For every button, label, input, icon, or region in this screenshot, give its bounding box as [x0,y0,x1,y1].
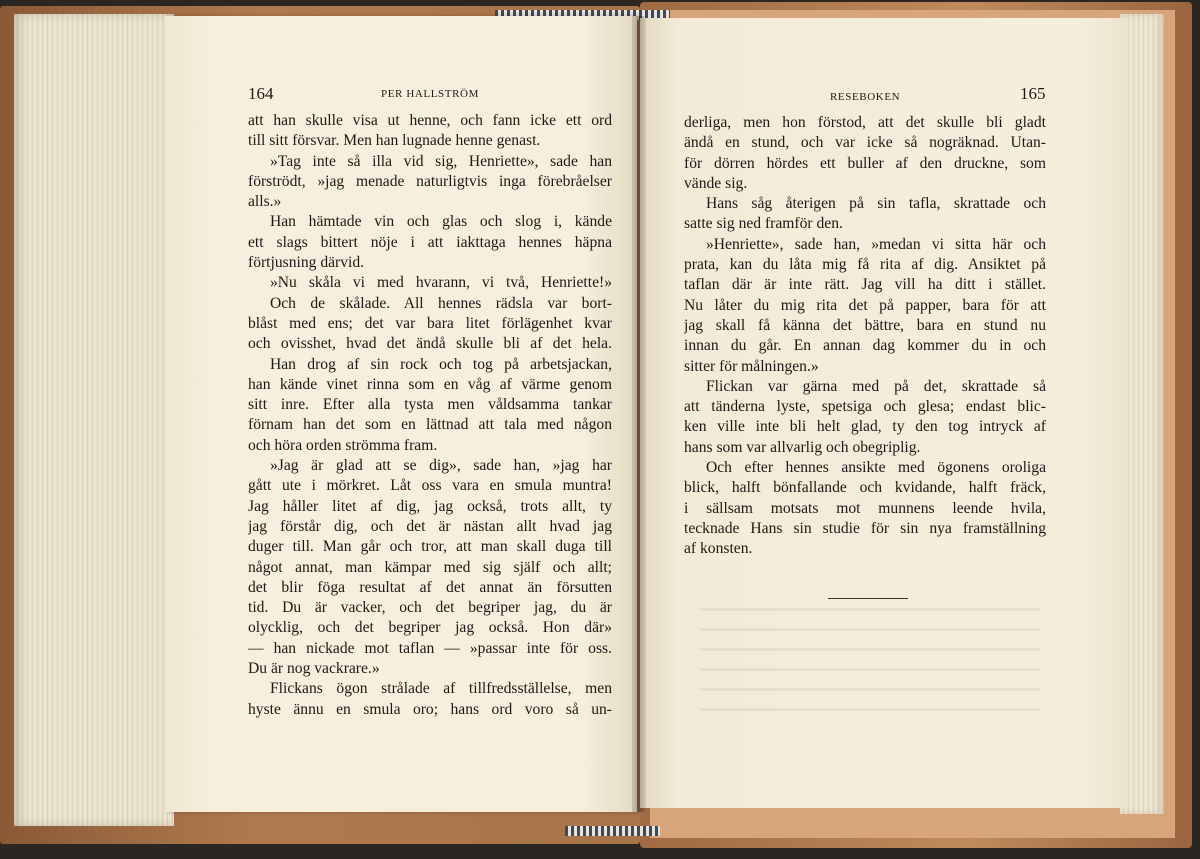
text-line: derliga, men hon förstod, att det skulle bli gladt [684,114,1046,131]
text-line: jag förstår dig, och det är nästan allt hvad jag [248,517,612,535]
text-line: att tänderna lyste, spetsiga och glesa; endast blic- [684,398,1046,416]
left-page-text [248,111,612,720]
text-line: Han drog af sin rock och tog på arbetsjackan, [270,355,612,373]
running-head-right: RESEBOKEN [830,91,901,103]
right-page-text [684,113,1046,560]
text-line: Hans såg återigen på sin tafla, skrattade och [706,195,1046,213]
text-line: af konsten. [684,540,753,558]
running-head-left: PER HALLSTRÖM [381,88,479,100]
text-line: jag skall få känna det bättre, bara en stund nu [684,316,1046,334]
text-line: »Tag inte så illa vid sig, Henriette», sade han [270,152,612,170]
text-line: förströdt, »jag menade naturligtvis inga förebråelser [248,172,612,190]
text-line: blåst med ens; det var bara litet förlägenhet kvar [248,314,612,332]
text-line: Flickan var gärna med på det, skrattade så [706,377,1046,395]
text-line: något annat, man kämpar med sig själf och allt; [248,558,612,576]
text-line: gått ute i mörkret. Låt oss vara en smula muntra! [248,477,612,495]
text-line: förtjusning därvid. [248,254,365,272]
text-line: i sällsam motsats mot munnens leende hvila, [684,499,1046,517]
text-line: olycklig, och det begriper jag också. Hon där» [248,619,612,637]
text-line: »Nu skåla vi med hvarann, vi två, Henriette!» [270,274,612,292]
text-line: Du är nog vackrare.» [248,660,380,678]
text-line: Och de skålade. All hennes rädsla var bort- [270,294,612,312]
text-line: att han skulle visa ut henne, och fann icke ett ord [248,112,612,129]
section-rule [828,598,908,599]
text-line: han kände vinet rinna som en våg af värme genom [248,375,612,393]
text-line: ändå en stund, och var icke så nogräknad. Utan- [684,134,1046,152]
text-line: innan du går. En annan dag kommer du in och [684,337,1046,355]
text-line: »Henriette», sade han, »medan vi sitta här och [706,235,1046,253]
text-line: taflan där är inte rätt. Jag vill ha ditt i stället. [684,276,1046,294]
text-line: satte sig ned framför den. [684,215,843,233]
text-line: Nu låter du mig rita det på papper, bara för att [684,296,1046,314]
text-line: sitt inre. Efter alla tysta men våldsamma tankar [248,396,612,414]
tailband [565,826,660,836]
text-line: hans som var allvarlig och obegriplig. [684,438,921,456]
text-line: Jag håller litet af dig, jag också, trots allt, ty [248,497,612,515]
page-number-right: 165 [1020,84,1046,103]
page-edges-left [14,14,174,826]
text-line: blick, halft bönfallande och kvidande, halft fräck, [684,479,1046,497]
text-line: det blir föga resultat af det annat än försutten [248,578,612,596]
text-line: prata, kan du låta mig få rita af dig. Ansiktet på [684,256,1046,274]
text-line: sitter för målningen.» [684,357,819,375]
text-line: ken ville inte bli helt glad, ty den tog intryck af [684,418,1046,436]
gutter [632,16,646,812]
text-line: och ovisshet, hvad det ändå skulle bli af det hela. [248,335,612,353]
text-line: Och efter hennes ansikte med ögonens oroliga [706,459,1046,477]
text-line: för dörren hördes ett buller af den druckne, som [684,154,1046,172]
text-line: hyste ännu en smula oro; hans ord voro så un- [248,700,612,718]
text-line: alls.» [248,193,282,211]
text-line: »Jag är glad att se dig», sade han, »jag har [270,457,612,475]
page-number-left: 164 [248,84,274,103]
text-line: duger till. Man går och tror, att man skall duga till [248,538,612,556]
text-line: Han hämtade vin och glas och slog i, kände [270,213,612,231]
show-through [700,608,1040,718]
text-line: tecknade Hans sin studie för sin nya framställning [684,519,1046,537]
text-line: tid. Du är vacker, och det begriper jag, du är [248,599,612,617]
text-line: och höra orden strömma fram. [248,436,438,454]
text-line: — han nickade mot taflan — »passar inte för oss. [248,639,612,657]
text-line: till sitt försvar. Men han lugnade henne genast. [248,132,541,150]
text-line: Flickans ögon strålade af tillfredsställelse, men [270,680,612,698]
text-line: ett slags bittert nöje i att iakttaga hennes häpna [248,233,612,251]
text-line: förnam han det som en lättnad att tala med någon [248,416,612,434]
text-line: vände sig. [684,174,748,192]
